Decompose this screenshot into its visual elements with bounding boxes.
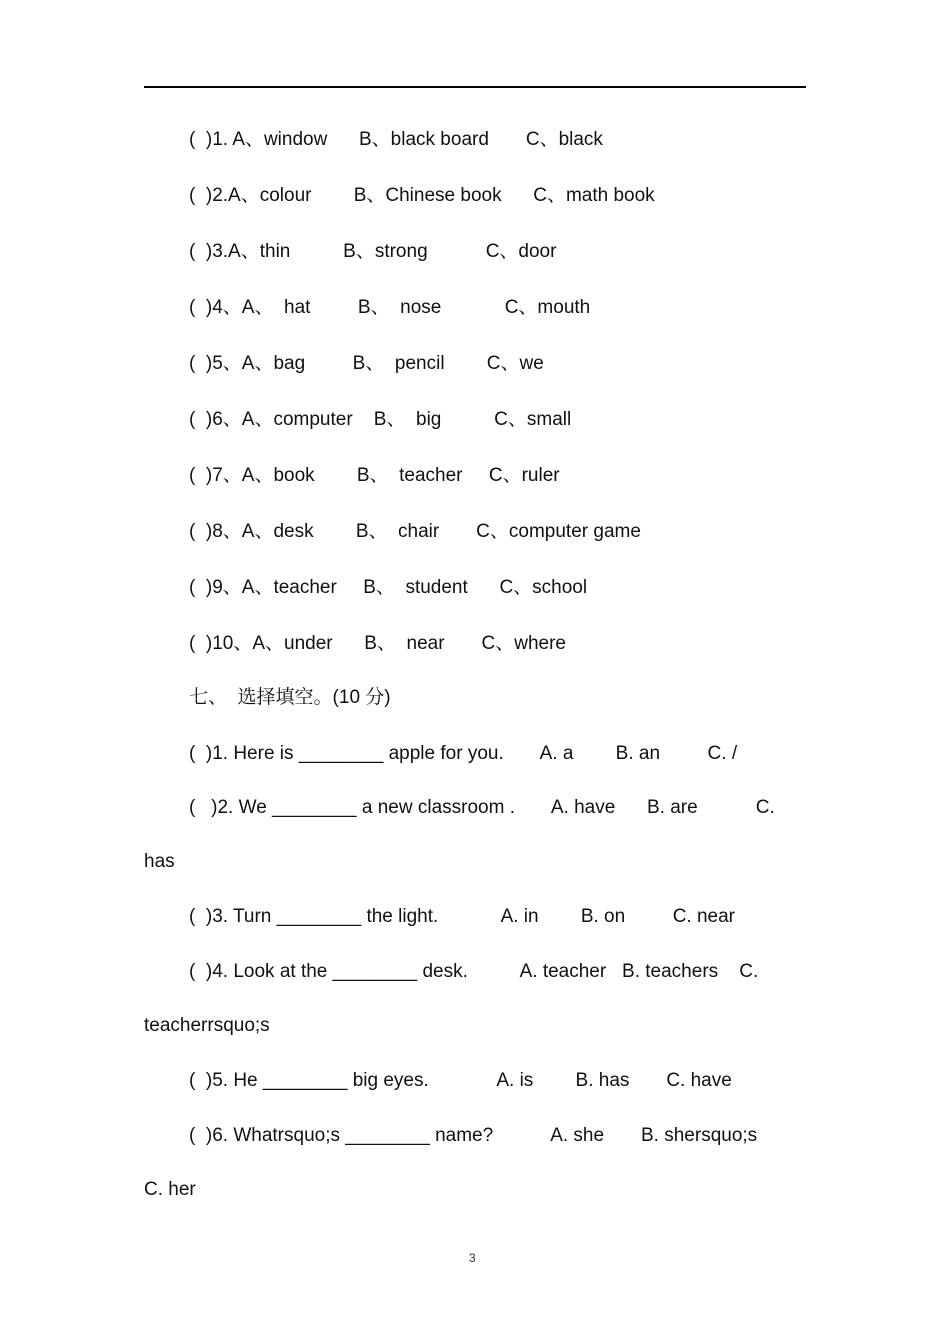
vocab-question-3: ( )3.A、thin B、strong C、door	[189, 241, 557, 262]
vocab-question-10: ( )10、A、under B、 near C、where	[189, 633, 566, 654]
fill-question-4-wrap: teacherrsquo;s	[144, 1015, 270, 1036]
section7-heading: 七、 选择填空。(10 分)	[189, 687, 391, 708]
vocab-question-8: ( )8、A、desk B、 chair C、computer game	[189, 521, 641, 542]
vocab-question-5: ( )5、A、bag B、 pencil C、we	[189, 353, 544, 374]
fill-question-5: ( )5. He ________ big eyes. A. is B. has C. have	[189, 1070, 732, 1091]
vocab-question-6: ( )6、A、computer B、 big C、small	[189, 409, 572, 430]
fill-question-6: ( )6. Whatrsquo;s ________ name? A. she B. shersquo;s	[189, 1125, 758, 1146]
vocab-question-4: ( )4、A、 hat B、 nose C、mouth	[189, 297, 591, 318]
fill-question-6-wrap: C. her	[144, 1179, 196, 1200]
fill-question-2: ( )2. We ________ a new classroom . A. have B. are C.	[189, 797, 775, 818]
vocab-question-1: ( )1. A、window B、black board C、black	[189, 129, 603, 150]
header-rule	[144, 86, 806, 88]
vocab-question-9: ( )9、A、teacher B、 student C、school	[189, 577, 588, 598]
fill-question-2-wrap: has	[144, 851, 175, 872]
fill-question-3: ( )3. Turn ________ the light. A. in B. on C. near	[189, 906, 735, 927]
page-number: 3	[469, 1251, 476, 1265]
vocab-question-2: ( )2.A、colour B、Chinese book C、math book	[189, 185, 655, 206]
fill-question-4: ( )4. Look at the ________ desk. A. teacher B. teachers C.	[189, 961, 759, 982]
vocab-question-7: ( )7、A、book B、 teacher C、ruler	[189, 465, 560, 486]
fill-question-1: ( )1. Here is ________ apple for you. A. a B. an C. /	[189, 743, 738, 764]
